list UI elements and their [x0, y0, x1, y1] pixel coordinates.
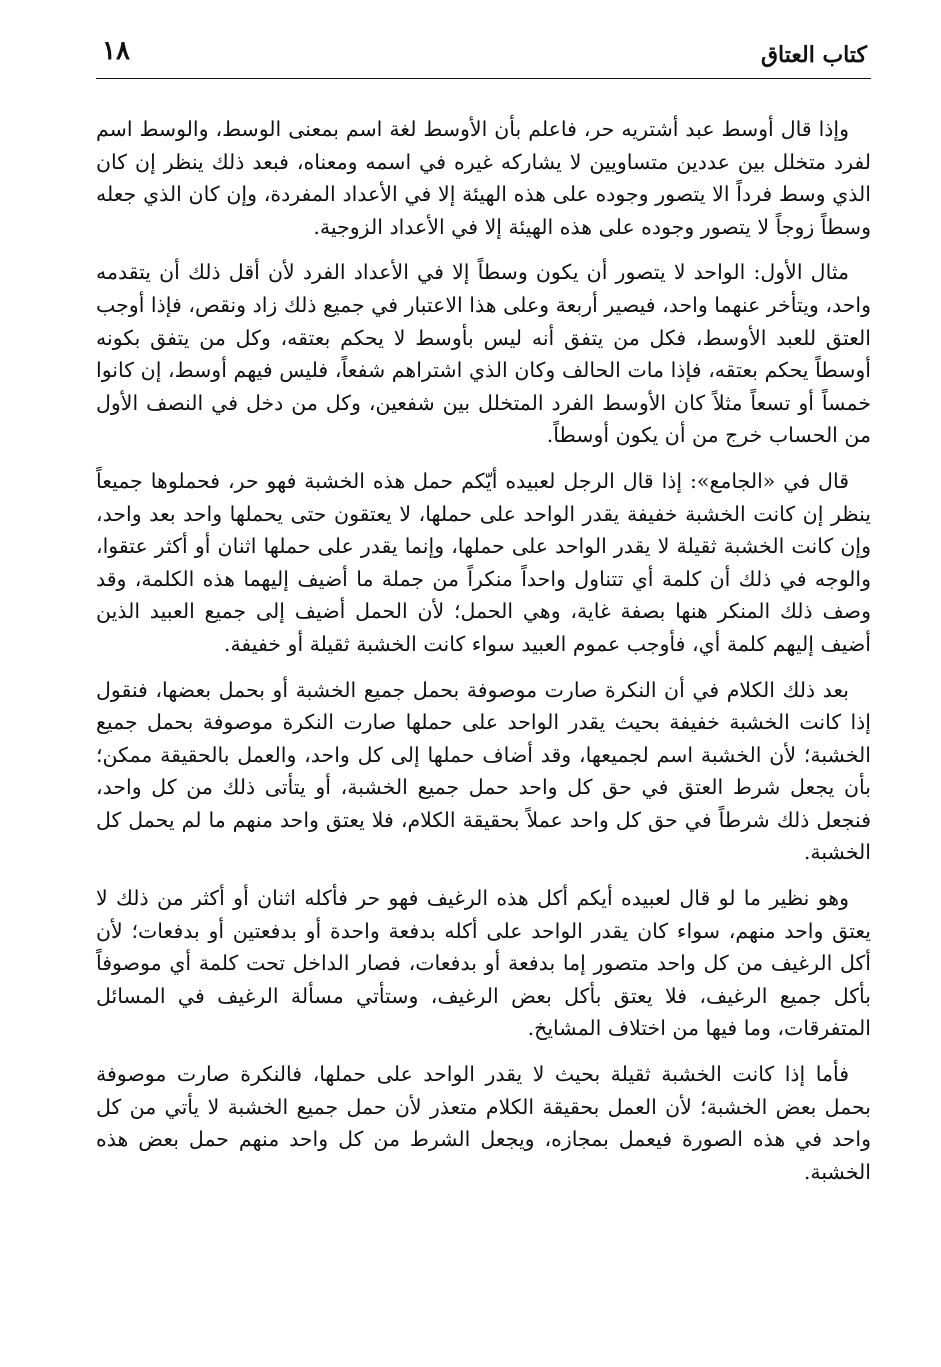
page-header [96, 30, 871, 79]
running-title: كتاب العتاق [760, 42, 867, 68]
page-body [96, 113, 871, 1188]
paragraph: بعد ذلك الكلام في أن النكرة صارت موصوفة بحمل جميع الخشبة أو بحمل بعضها، فنقول إذا كانت الخشبة خفيفة بحيث يقدر الواحد على حملها صارت النكرة موصوفة بحمل جميع الخشبة؛ لأن الخشبة اسم لجميعها، وقد أضاف حملها إلى كل واحد، والعمل بالحقيقة ممكن؛ بأن يجعل شرط العتق في حق كل واحد حمل جميع الخشبة، أو يتأتى ذلك من كل واحد، فنجعل ذلك شرطاً في حق كل واحد عملاً بحقيقة الكلام، فلا يعتق واحد منهم ما لم يحمل كل الخشبة. [96, 677, 871, 865]
paragraph: مثال الأول: الواحد لا يتصور أن يكون وسطاً إلا في الأعداد الفرد لأن أقل ذلك أن يتقدمه واحد، ويتأخر عنهما واحد، فيصير أربعة وعلى هذا الاعتبار في جميع ذلك زاد ونقص، فإذا أوجب العتق للعبد الأوسط، فكل من يتفق أنه ليس بأوسط لا يحكم بعتقه، وكل من يتفق بكونه أوسطاً يحكم بعتقه، فإذا مات الحالف وكان الذي اشتراهم شفعاً، فليس فيهم أوسط، إن كانوا خمساً أو تسعاً مثلاً كان الأوسط الفرد المتخلل بين شفعين، وكل من دخل في النصف الأول من الحساب خرج من أن يكون أوسطاً. [96, 260, 871, 448]
paragraph: قال في «الجامع»: إذا قال الرجل لعبيده أيّكم حمل هذه الخشبة فهو حر، فحملوها جميعاً ينظر إن كانت الخشبة خفيفة يقدر الواحد على حملها، لا يعتقون حتى يحملها واحد بعد واحد، وإن كانت الخشبة ثقيلة لا يقدر الواحد على حملها، وإنما يقدر على حملها اثنان أو أكثر عتقوا، والوجه في ذلك أن كلمة أي تتناول واحداً منكراً من جملة ما أضيف إليهما هذه الكلمة، وقد وصف ذلك المنكر هنها بصفة غاية، وهي الحمل؛ لأن الحمل أضيف إلى جميع العبيد الذين أضيف إليهم كلمة أي، فأوجب عموم العبيد سواء كانت الخشبة ثقيلة أو خفيفة. [96, 468, 871, 656]
page-number: ١٨ [102, 36, 130, 66]
book-page [96, 30, 871, 1350]
paragraph: فأما إذا كانت الخشبة ثقيلة بحيث لا يقدر الواحد على حملها، فالنكرة صارت موصوفة بحمل بعض الخشبة؛ لأن العمل بحقيقة الكلام متعذر لأن حمل جميع الخشبة لا يأتي من كل واحد في هذه الصورة فيعمل بمجازه، ويجعل الشرط من كل واحد منهم حمل بعض هذه الخشبة. [96, 1062, 871, 1184]
paragraph: وإذا قال أوسط عبد أشتريه حر، فاعلم بأن الأوسط لغة اسم بمعنى الوسط، والوسط اسم لفرد متخلل بين عددين متساويين لا يشاركه غيره في اسمه ومعناه، فبعد ذلك ينظر إن كان الذي وسط فرداً الا يتصور وجوده على هذه الهيئة إلا في الأعداد المفردة، وإن كان الذي جعله وسطاً زوجاً لا يتصور وجوده على هذه الهيئة إلا في الأعداد الزوجية. [96, 117, 871, 239]
paragraph: وهو نظير ما لو قال لعبيده أيكم أكل هذه الرغيف فهو حر فأكله اثنان أو أكثر من ذلك لا يعتق واحد منهم، سواء كان يقدر الواحد على أكله بدفعة واحدة أو بدفعتين أو بدفعات؛ لأن أكل الرغيف من كل واحد متصور إما بدفعة أو بدفعات، فصار الداخل تحت كلمة أي موصوفاً بأكل جميع الرغيف، فلا يعتق بأكل بعض الرغيف، وستأتي مسألة الرغيف في المسائل المتفرقات، وما فيها من اختلاف المشايخ. [96, 886, 871, 1041]
